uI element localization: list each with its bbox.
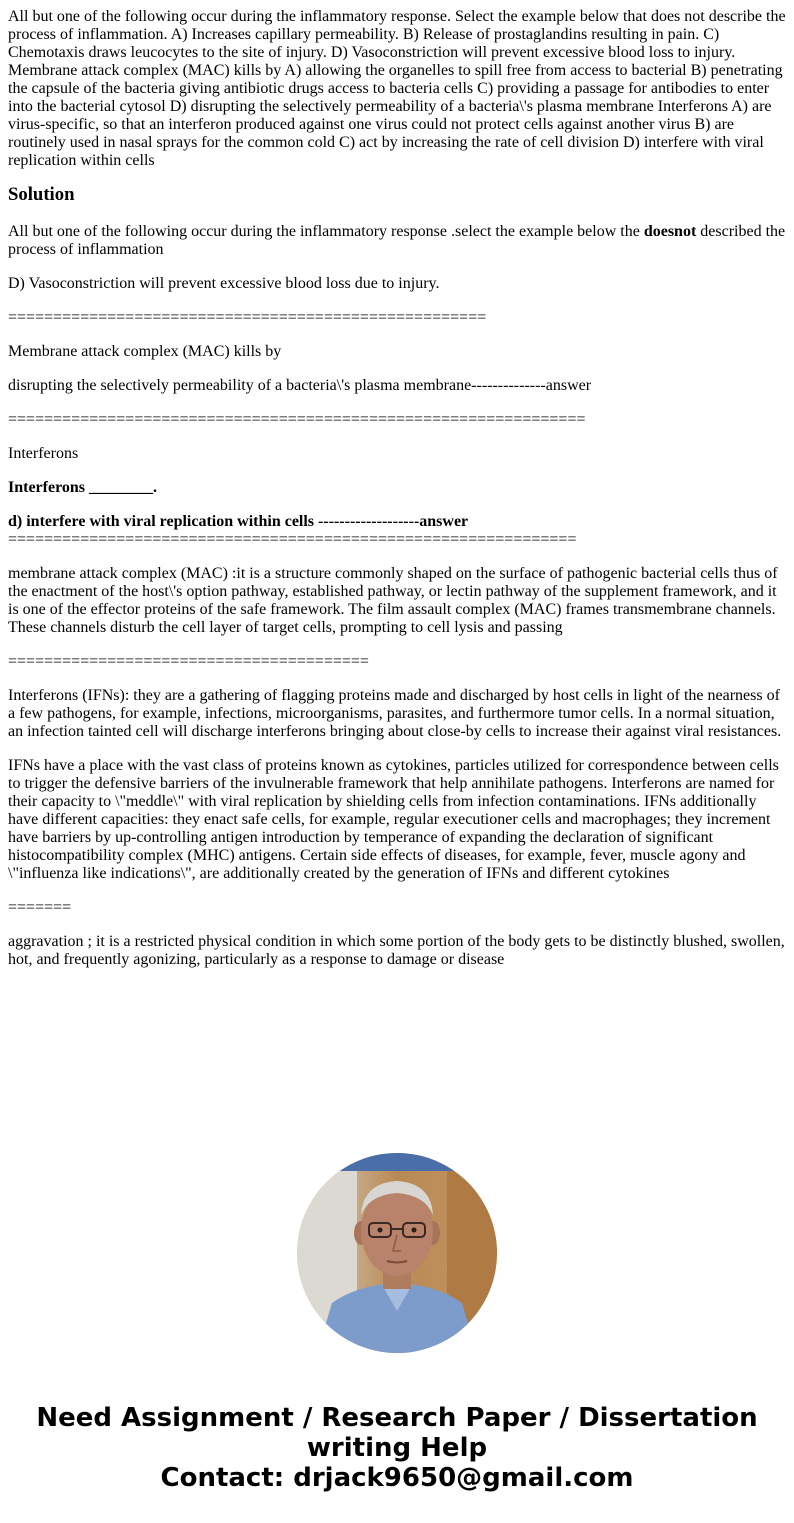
footer-contact-text: Contact: drjack9650@gmail.com: [160, 1463, 634, 1493]
mac-explanation: membrane attack complex (MAC) :it is a structure commonly shaped on the surface of pathogenic bacterial cells thus of the enactment of the host\'s option pathway, established pathway, or lectin pathway of the supplement framework, and it is one of the effector proteins of the safe framework. The film assault complex (MAC) frames transmembrane channels. These channels disturb the cell layer of target cells, prompting to cell lysis and passing: [8, 565, 778, 636]
ifn-explanation-1: Interferons (IFNs): they are a gathering of flagging proteins made and discharged by host cells in light of the nearness of a few pathogens, for example, infections, microorganisms, parasites, and furthermore tumor cells. In a normal situation, an infection tainted cell will discharge interferons bringing about close-by cells to increase their against viral resistances.: [8, 687, 782, 740]
interferons-label: Interferons: [8, 445, 79, 462]
ifn-explanation-2: IFNs have a place with the vast class of proteins known as cytokines, particles utilized for correspondence between cells to trigger the defensive barriers of the invulnerable framework that help annihilate pathogens. Interferons are named for their capacity to \"meddle\" with viral replication by shielding cells from infection contaminations. IFNs additionally have different capacities: they enact safe cells, for example, regular executioner cells and macrophages; they increment have barriers by up-controlling antigen introduction by temperance of expanding the declaration of significant histocompatibility complex (MHC) antigens. Certain side effects of diseases, for example, fever, muscle agony and \"influenza like indications\", are additionally created by the generation of IFNs and different cytokines: [8, 757, 779, 882]
interferons-blank: Interferons ________.: [8, 479, 158, 496]
answer1-post: described the process of inflammation: [8, 223, 786, 258]
answer1-bold: doesnot: [643, 223, 697, 240]
solution-heading: Solution: [8, 184, 75, 205]
author-portrait-image: [297, 1153, 497, 1353]
separator: =====================================================: [8, 309, 487, 326]
separator: ===============================================================: [8, 531, 577, 548]
separator: ================================================================: [8, 411, 586, 428]
separator: =======: [8, 899, 72, 916]
inflammation-definition: aggravation ; it is a restricted physical condition in which some portion of the body gets to be distinctly blushed, swollen, hot, and frequently agonizing, particularly as a response to damage or disease: [8, 933, 785, 968]
answer1-pre: All but one of the following occur during the inflammatory response .select the example below the: [8, 223, 644, 240]
interferons-answer: d) interfere with viral replication within cells -------------------answer: [8, 513, 469, 530]
answer1-choice: D) Vasoconstriction will prevent excessive blood loss due to injury.: [8, 275, 440, 292]
separator: ========================================: [8, 653, 369, 670]
footer-help-text: Need Assignment / Research Paper / Dissertation writing Help: [36, 1403, 758, 1463]
mac-question: Membrane attack complex (MAC) kills by: [8, 343, 282, 360]
avatar: [297, 1153, 497, 1353]
footer-banner: [0, 1403, 794, 1493]
question-text: All but one of the following occur during the inflammatory response. Select the example below that does not describe the process of inflammation. A) Increases capillary permeability. B) Release of prostaglandins resulting in pain. C) Chemotaxis draws leucocytes to the site of injury. D) Vasoconstriction will prevent excessive blood loss to injury. Membrane attack complex (MAC) kills by A) allowing the organelles to spill free from access to bacterial B) penetrating the capsule of the bacteria giving antibiotic drugs access to bacteria cells C) providing a passage for antibodies to enter into the bacterial cytosol D) disrupting the selectively permeability of a bacteria\'s plasma membrane Interferons A) are virus-specific, so that an interferon produced against one virus could not protect cells against another virus B) are routinely used in nasal sprays for the common cold C) act by increasing the rate of cell division D) interfere with viral replication within cells: [8, 8, 786, 169]
mac-answer: disrupting the selectively permeability of a bacteria\'s plasma membrane--------------answer: [8, 377, 592, 394]
answer1-text: [8, 223, 786, 259]
